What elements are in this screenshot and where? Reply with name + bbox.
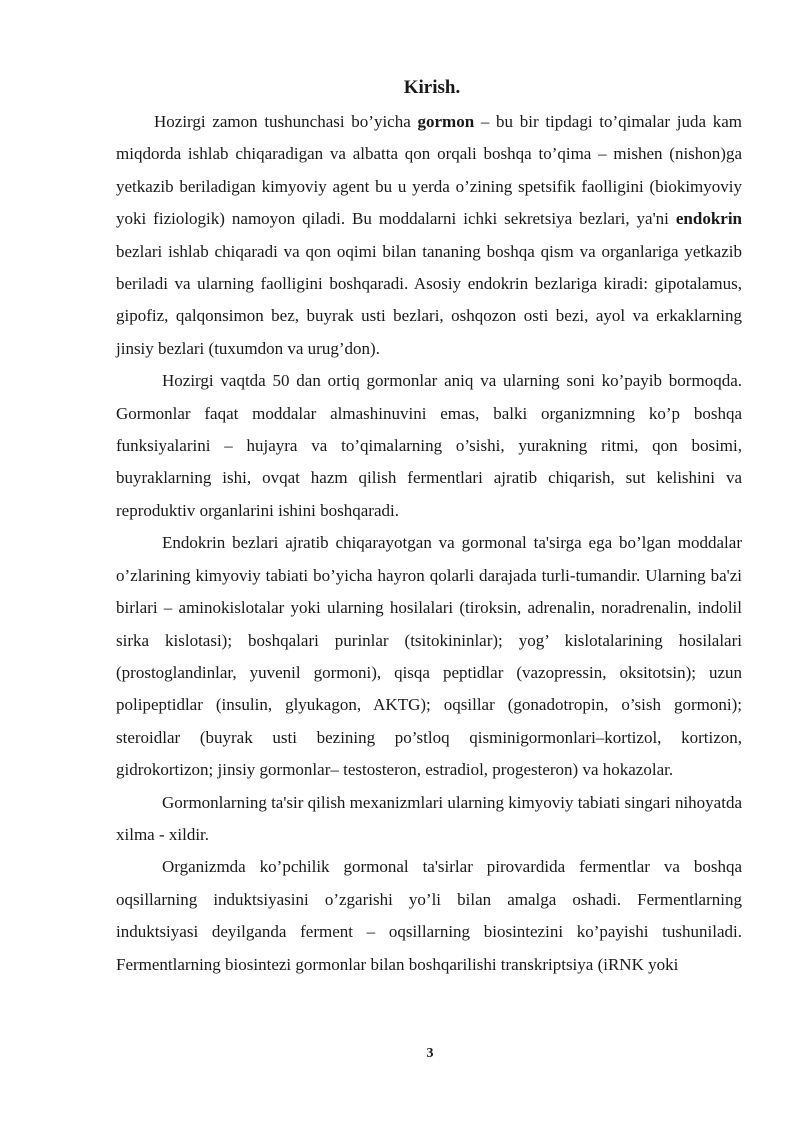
paragraph — [116, 527, 742, 786]
text-segment: Organizmda ko’pchilik gormonal ta'sirlar pirovardida fermentlar va boshqa oqsillarning induktsiyasini o’zgarishi yo’li bilan amalga oshadi. Fermentlarning induktsiyasi deyilganda ferment – oqsillarning biosintezini ko’payishi tushuniladi. Fermentlarning biosintezi gormonlar bilan boshqarilishi transkriptsiya (iRNK yoki — [116, 857, 742, 974]
text-segment: Hozirgi zamon tushunchasi bo’yicha — [154, 112, 418, 131]
text-segment: bezlari ishlab chiqaradi va qon oqimi bilan tananing boshqa qism va organlariga yetkazib beriladi va ularning faolligini boshqaradi. Asosiy endokrin bezlariga kiradi: gipotalamus, gipofiz, qalqonsimon bez, buyrak usti bezlari, oshqozon osti bezi, ayol va erkaklarning jinsiy bezlari (tuxumdon va urug’don). — [116, 241, 742, 358]
text-segment: Endokrin bezlari ajratib chiqarayotgan va gormonal ta'sirga ega bo’lgan moddalar o’zlarining kimyoviy tabiati bo’yicha hayron qolarli darajada turli-tumandir. Ularning ba'zi birlari – aminokislotalar yoki ularning hosilalari (tiroksin, adrenalin, noradrenalin, indolil sirka kislotasi); boshqalari purinlar (tsitokininlar); yog’ kislotalarining hosilalari (prostoglandinlar, yuvenil gormoni), qisqa peptidlar (vazopressin, oksitotsin); uzun polipeptidlar (insulin, glyukagon, AKTG); oqsillar (gonadotropin, o’sish gormoni); steroidlar (buyrak usti bezining po’stloq qisminigormonlari–kortizol, kortizon, gidrokortizon; jinsiy gormonlar– testosteron, estradiol, progesteron) va hokazolar. — [116, 533, 742, 780]
text-segment: – bu bir tipdagi to’qimalar juda kam miqdorda ishlab chiqaradigan va albatta qon orqali boshqa to’qima – mishen (nishon)ga yetkazib beriladigan kimyoviy agent bu u yerda o’zining spetsifik faolligini (biokimyoviy yoki fiziologik) namoyon qiladi. Bu moddalarni ichki sekretsiya bezlari, ya'ni — [116, 112, 742, 229]
bold-term: endokrin — [675, 209, 742, 229]
document-body — [116, 106, 742, 981]
bold-term: gormon — [417, 112, 475, 131]
paragraph — [116, 787, 742, 852]
text-segment: Gormonlarning ta'sir qilish mexanizmlari ularning kimyoviy tabiati singari nihoyatda xilma - xildir. — [116, 792, 743, 844]
page-number: 3 — [426, 1046, 434, 1061]
document-page — [116, 74, 742, 981]
paragraph — [116, 106, 742, 365]
paragraph — [116, 365, 742, 527]
page-title: Kirish. — [403, 77, 461, 98]
text-segment: Hozirgi vaqtda 50 dan ortiq gormonlar aniq va ularning soni ko’payib bormoqda. Gormonlar faqat moddalar almashinuvini emas, balki organizmning ko’p boshqa funksiyalarini – hujayra va to’qimalarning o’sishi, yurakning ritmi, qon bosimi, buyraklarning ishi, ovqat hazm qilish fermentlari ajratib chiqarish, sut kelishini va reproduktiv organlarini ishini boshqaradi. — [116, 371, 742, 520]
paragraph — [116, 851, 742, 981]
